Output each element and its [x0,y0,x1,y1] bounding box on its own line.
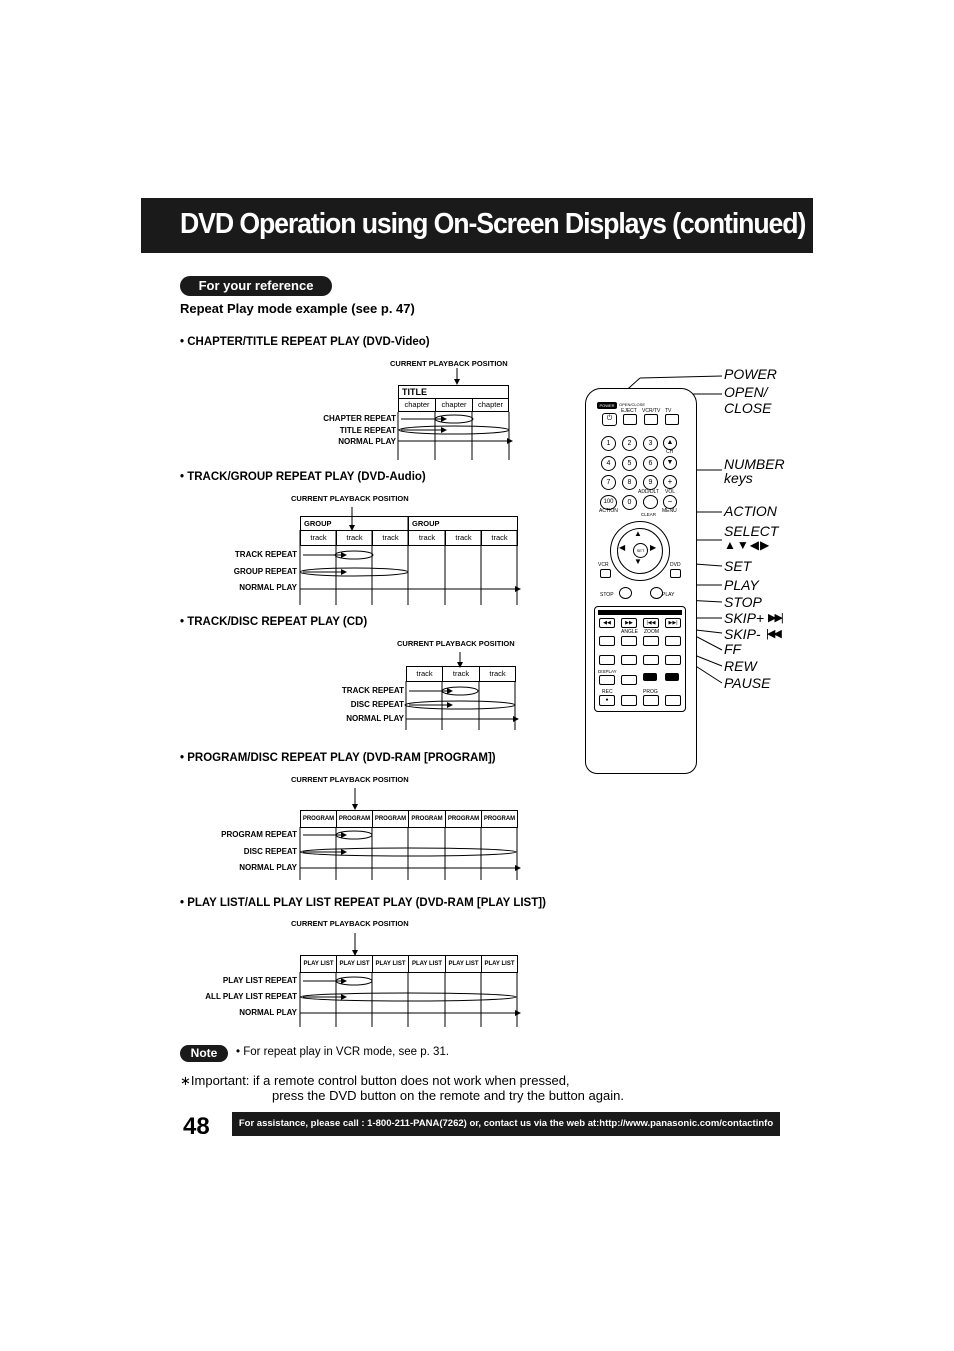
row-label: CHAPTER REPEAT [323,414,396,423]
set-button: SET [633,543,648,558]
ch-up-icon: ▲ [663,436,677,450]
track-cell: track [336,530,373,546]
important-line-1: ∗Important: if a remote control button does not work when pressed, [180,1073,570,1088]
eject-button [623,414,637,425]
remote-key: 3 [643,436,658,451]
cm-skip-button [665,673,679,681]
angle-button [621,636,637,646]
remote-key: 0 [622,495,637,510]
remote-lower-strip [598,610,682,615]
program-cell: PROGRAM [300,810,337,828]
remote-angle-label: ANGLE [621,629,638,635]
prog-button [643,695,659,706]
remote-prog-label: PROG [643,689,658,695]
remote-lower-panel [594,606,686,712]
select-arrows-icon: ▲▼◀▶ [724,538,771,552]
remote-label-play: PLAY [724,577,759,593]
remote-label-set: SET [724,558,752,574]
remote-vol-label: VOL [665,489,676,495]
row-label: TITLE REPEAT [339,426,396,435]
playlist-cell: PLAY LIST [372,955,409,973]
track-cell: track [445,530,482,546]
row-label: DISC REPEAT [350,700,404,709]
remote-label-action: ACTION [724,503,777,519]
program-cell: PROGRAM [481,810,518,828]
track-cell: track [442,666,480,682]
playlist-cell: PLAY LIST [336,955,373,973]
remote-key: 9 [643,475,658,490]
playback-position-label: CURRENT PLAYBACK POSITION [397,639,515,648]
skip-forward-icon: ▶▶| [665,618,681,628]
row-label: NORMAL PLAY [239,863,297,872]
note-badge: Note [180,1045,228,1062]
remote-action-label: ACTION [599,508,618,514]
row-label: GROUP REPEAT [233,567,297,576]
title-button [599,655,615,665]
playlist-cell: PLAY LIST [300,955,337,973]
ff-icon: ▶▶ [621,618,637,628]
program-cell: PROGRAM [336,810,373,828]
track-cell: track [481,530,518,546]
title-cell: TITLE [398,385,509,399]
program-cell: PROGRAM [408,810,446,828]
track-cell: track [406,666,443,682]
reference-badge: For your reference [180,276,332,296]
playback-position-label: CURRENT PLAYBACK POSITION [291,494,409,503]
remote-rec-label: REC [602,689,613,695]
display-button [599,675,615,685]
program-cell: PROGRAM [372,810,409,828]
remote-key: 5 [622,456,637,471]
playback-position-label: CURRENT PLAYBACK POSITION [291,775,409,784]
track-cell: track [300,530,337,546]
remote-vcr-label: VCR [598,562,609,568]
chapter-cell: chapter [398,398,436,412]
remote-menu-label: MENU [662,508,677,514]
chapter-cell: chapter [472,398,509,412]
section-heading: • TRACK/GROUP REPEAT PLAY (DVD-Audio) [180,471,426,483]
return-button [643,673,657,681]
row-label: TRACK REPEAT [341,686,404,695]
section-heading: • PLAY LIST/ALL PLAY LIST REPEAT PLAY (DVD-RAM [PLAY LIST]) [180,897,546,909]
remote-key: 8 [622,475,637,490]
section-heading: • PROGRAM/DISC REPEAT PLAY (DVD-RAM [PROGRAM]) [180,752,496,764]
up-arrow-icon: ▲ [634,529,642,538]
remote-key: 1 [601,436,616,451]
track-cell: track [408,530,446,546]
rew-icon: ◀◀ [599,618,615,628]
record-icon: ● [599,695,615,706]
remote-key: 6 [643,456,658,471]
down-arrow-icon: ▼ [634,557,642,566]
pause-button [599,636,615,646]
program-cell: PROGRAM [445,810,482,828]
playlist-cell: PLAY LIST [445,955,482,973]
chapter-cell: chapter [435,398,473,412]
remote-label-open: OPEN/ [724,384,768,400]
input-button [621,675,637,685]
remote-eject-label: EJECT [621,408,637,414]
subtitle-button [621,655,637,665]
remote-ch-label: CH [666,449,674,455]
remote-label-select: SELECT [724,523,779,539]
remote-add-dlt-label: ADD/DLT [638,489,660,495]
remote-label-keys: keys [724,470,753,486]
subheading: Repeat Play mode example (see p. 47) [180,301,415,316]
group-cell: GROUP [300,516,409,531]
stop-button [619,587,632,599]
remote-play-label: PLAY [662,592,675,598]
track-cell: track [479,666,516,682]
section-heading: • CHAPTER/TITLE REPEAT PLAY (DVD-Video) [180,336,430,348]
ch-down-icon: ▼ [663,456,677,470]
remote-label-pause: PAUSE [724,675,771,691]
audio-button [665,655,681,665]
note-text: • For repeat play in VCR mode, see p. 31. [236,1046,450,1058]
row-label: PLAY LIST REPEAT [222,976,297,985]
row-label: DISC REPEAT [243,847,297,856]
dvd-button [670,569,681,578]
left-arrow-icon: ◀ [619,543,626,552]
row-label: NORMAL PLAY [346,714,404,723]
remote-label-stop: STOP [724,594,762,610]
playback-position-label: CURRENT PLAYBACK POSITION [291,919,409,928]
important-line-2: press the DVD button on the remote and try the button again. [272,1088,624,1103]
skip-back-icon: |◀◀ [643,618,659,628]
zoom-button [643,636,659,646]
vol-up-icon: + [663,475,677,489]
enter-button [665,636,681,646]
playlist-cell: PLAY LIST [408,955,446,973]
footer-assistance: For assistance, please call : 1-800-211-PANA(7262) or, contact us via the web at:http://www.panasonic.com/contactinfo [232,1112,780,1136]
speed-button [621,695,637,706]
row-label: ALL PLAY LIST REPEAT [205,992,297,1001]
remote-display-label: DISPLAY [598,669,617,674]
remote-key: 4 [601,456,616,471]
remote-top-panel [593,400,689,518]
remote-label-number: NUMBER [724,456,785,472]
row-label: NORMAL PLAY [239,583,297,592]
row-label: PROGRAM REPEAT [221,830,297,839]
remote-key: 7 [601,475,616,490]
remote-label-power: POWER [724,366,777,382]
remote-label-rew: REW [724,658,757,674]
row-label: NORMAL PLAY [239,1008,297,1017]
row-label: TRACK REPEAT [234,550,297,559]
group-cell: GROUP [408,516,518,531]
remote-dvd-label: DVD [670,562,681,568]
row-label: NORMAL PLAY [338,437,396,446]
remote-key: 2 [622,436,637,451]
remote-key: 100 [600,495,617,510]
reset-button [665,695,681,706]
right-arrow-icon: ▶ [650,543,657,552]
tv-button [665,414,679,425]
skip-forward-icon: ▶▶| [768,612,782,624]
play-button [650,587,663,599]
add-dlt-button [643,495,658,509]
track-cell: track [372,530,409,546]
remote-vcrtv-label: VCR/TV [642,408,661,414]
skip-back-icon: |◀◀ [766,628,780,640]
remote-stop-label: STOP [600,592,614,598]
vol-down-icon: − [663,495,677,509]
vcrtv-button [644,414,658,425]
vss-button [643,655,659,665]
vcr-button [600,569,611,578]
remote-open-close-label: OPEN/CLOSE [619,402,646,407]
remote-label-close: CLOSE [724,400,772,416]
remote-tv-label: TV [665,408,672,414]
playlist-cell: PLAY LIST [481,955,518,973]
playback-position-label: CURRENT PLAYBACK POSITION [390,359,508,368]
section-heading: • TRACK/DISC REPEAT PLAY (CD) [180,616,368,628]
page-number: 48 [183,1113,210,1140]
remote-label-skip-plus: SKIP+ [724,610,765,626]
power-icon: ⏻ [602,413,617,426]
remote-power-button: POWER [597,402,617,409]
remote-label-skip-minus: SKIP- [724,626,761,642]
remote-zoom-label: ZOOM [644,629,659,635]
page-title: DVD Operation using On-Screen Displays (continued) [180,208,806,240]
remote-label-ff: FF [724,641,742,657]
remote-clear-label: CLEAR [641,512,657,517]
